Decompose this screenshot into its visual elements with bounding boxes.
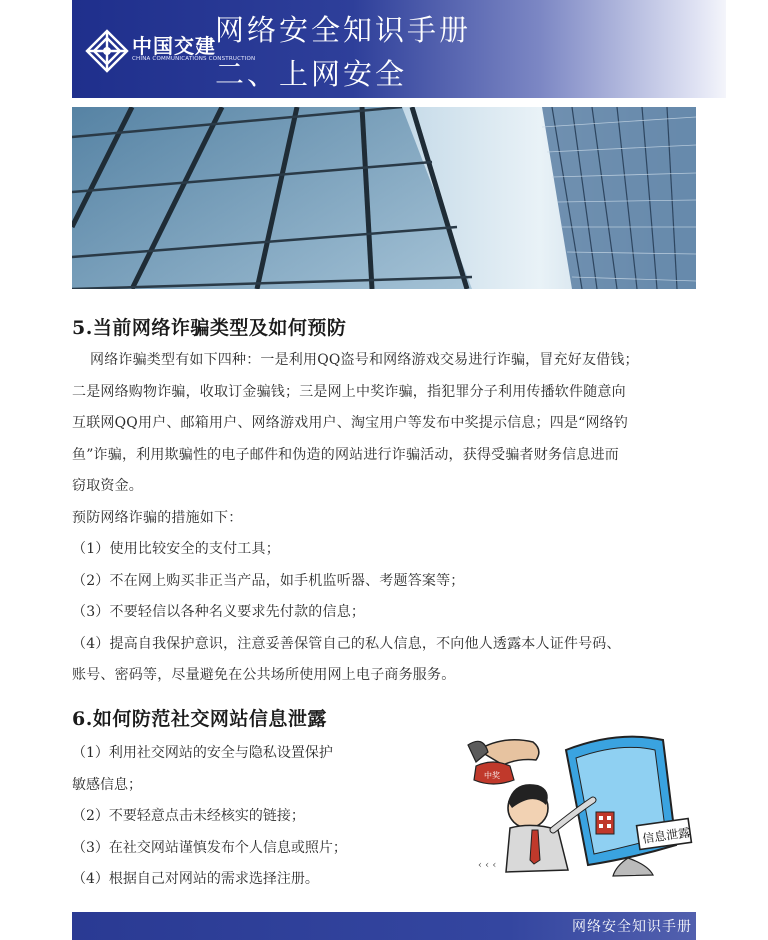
company-logo-icon [84, 28, 130, 74]
paragraph-line: 互联网QQ用户、邮箱用户、网络游戏用户、淘宝用户等发布中奖提示信息；四是“网络钓 [72, 415, 629, 431]
section-5-body [72, 345, 702, 692]
footer-bar [72, 912, 696, 940]
info-leak-cartoon [448, 730, 698, 878]
svg-text:信息泄露: 信息泄露 [641, 825, 692, 846]
glass-building-photo [72, 107, 696, 289]
list-item: （2）不要轻意点击未经核实的链接； [72, 808, 305, 824]
list-item: 敏感信息； [72, 776, 142, 793]
paragraph-line: 网络诈骗类型有如下四种：一是利用QQ盗号和网络游戏交易进行诈骗，冒充好友借钱； [90, 352, 639, 368]
list-item: （3）在社交网站谨慎发布个人信息或照片； [72, 839, 347, 856]
paragraph-line: 预防网络诈骗的措施如下： [72, 509, 243, 526]
section-6-heading: 6.如何防范社交网站信息泄露 [72, 708, 327, 730]
header-fade [696, 0, 726, 98]
logo-name: 中国交建 [132, 34, 216, 58]
paragraph-line: 鱼”诈骗，利用欺骗性的电子邮件和伪造的网站进行诈骗活动，获得受骗者财务信息进而 [72, 446, 619, 463]
list-item: （2）不在网上购买非正当产品，如手机监听器、考题答案等； [72, 572, 465, 589]
section-6-list [72, 738, 422, 896]
money-bag-icon [474, 762, 514, 784]
list-item: （4）根据自己对网站的需求选择注册。 [72, 871, 319, 887]
logo-english-name: CHINA COMMUNICATIONS CONSTRUCTION [132, 56, 256, 62]
page-subtitle: 二、上网安全 [215, 57, 408, 91]
page-title: 网络安全知识手册 [215, 13, 472, 47]
list-item: 账号、密码等，尽量避免在公共场所使用网上电子商务服务。 [72, 667, 456, 683]
svg-text:中奖: 中奖 [484, 771, 500, 780]
paragraph-line: 二是网络购物诈骗，收取订金骗钱；三是网上中奖诈骗，指犯罪分子利用传播软件随意向 [72, 383, 626, 400]
footer-title: 网络安全知识手册 [572, 919, 692, 935]
section-5-heading: 5.当前网络诈骗类型及如何预防 [72, 317, 347, 339]
list-item: （1）使用比较安全的支付工具； [72, 541, 280, 557]
svg-text:‹ ‹ ‹: ‹ ‹ ‹ [478, 860, 497, 871]
paragraph-line: 窃取资金。 [72, 478, 143, 494]
list-item: （4）提高自我保护意识，注意妥善保管自己的私人信息，不向他人透露本人证件号码、 [72, 635, 621, 652]
list-item: （3）不要轻信以各种名义要求先付款的信息； [72, 604, 366, 620]
list-item: （1）利用社交网站的安全与隐私设置保护 [72, 745, 333, 761]
